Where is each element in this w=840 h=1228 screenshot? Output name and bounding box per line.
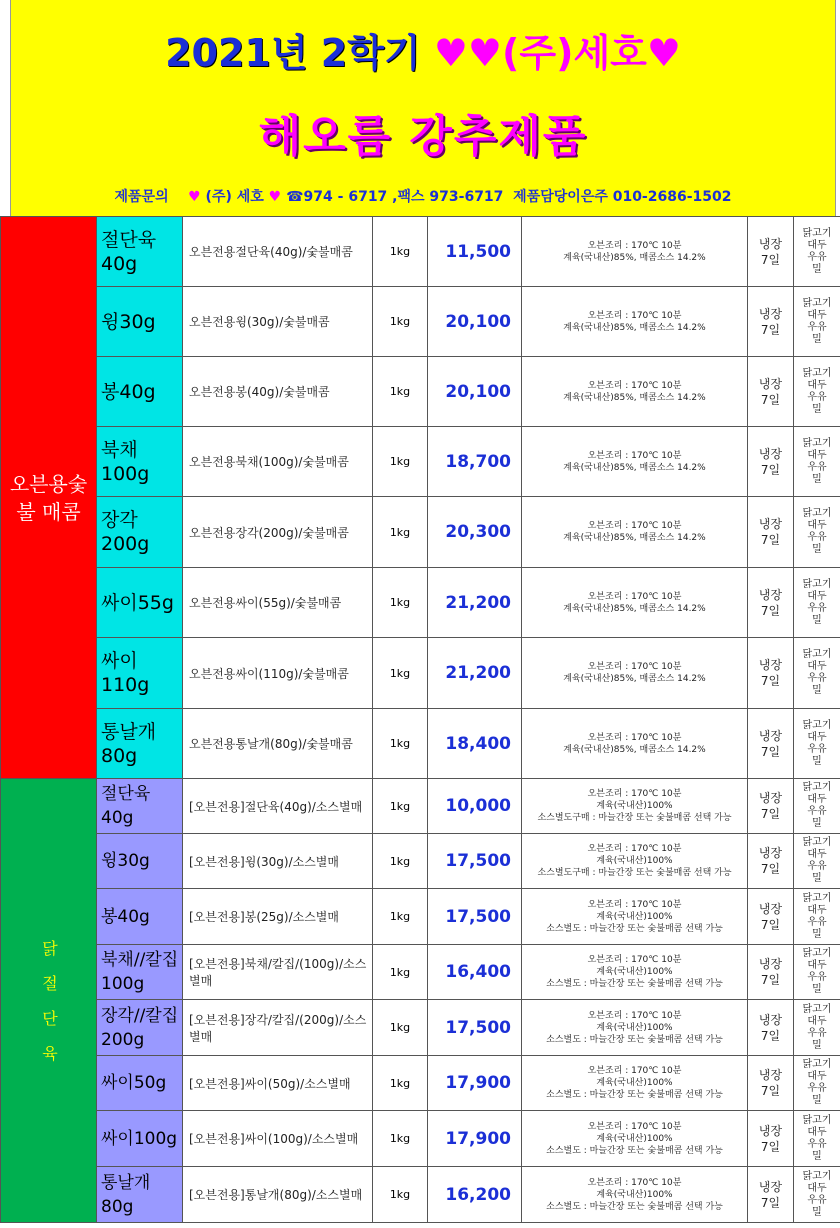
product-storage bbox=[748, 945, 794, 1000]
page-title bbox=[11, 22, 835, 77]
allergen-line: 닭고기 bbox=[802, 1170, 832, 1182]
product-allergens bbox=[794, 889, 840, 945]
note-line: 오븐조리 : 170℃ 10분 bbox=[587, 380, 682, 391]
note-line: 계육(국내산)85%, 매콤소스 14.2% bbox=[563, 322, 706, 333]
product-name: 절단육 40g bbox=[97, 779, 183, 834]
table-row bbox=[1, 357, 840, 427]
storage-line: 7일 bbox=[760, 807, 781, 821]
allergen-line: 밀 bbox=[812, 333, 822, 345]
note-line: 오븐조리 : 170℃ 10분 bbox=[587, 240, 682, 251]
storage-line: 냉장 bbox=[758, 1179, 783, 1194]
note-line: 계육(국내산)100% bbox=[596, 1133, 673, 1144]
product-price: 16,200 bbox=[428, 1167, 522, 1223]
table-row bbox=[1, 217, 840, 287]
storage-line: 7일 bbox=[760, 252, 781, 267]
storage-line: 냉장 bbox=[758, 901, 783, 916]
product-storage bbox=[748, 1056, 794, 1111]
table-row bbox=[1, 287, 840, 357]
product-allergens bbox=[794, 709, 840, 779]
product-weight: 1kg bbox=[373, 287, 428, 357]
product-desc: 오븐전용윙(30g)/숯불매콤 bbox=[183, 287, 373, 357]
product-note bbox=[522, 945, 748, 1000]
contact-fax: ,팩스 973-6717 bbox=[392, 189, 504, 205]
allergen-line: 밀 bbox=[812, 263, 822, 275]
allergen-line: 닭고기 bbox=[802, 837, 832, 848]
allergen-line: 대두 bbox=[807, 1071, 827, 1082]
product-allergens bbox=[794, 1167, 840, 1223]
header-banner bbox=[10, 0, 836, 216]
product-desc: 오븐전용절단육(40g)/숯불매콤 bbox=[183, 217, 373, 287]
allergen-line: 대두 bbox=[807, 904, 827, 916]
storage-line: 냉장 bbox=[758, 1012, 783, 1027]
allergen-line: 대두 bbox=[807, 379, 827, 391]
allergen-line: 밀 bbox=[812, 403, 822, 415]
allergen-line: 대두 bbox=[807, 849, 827, 860]
note-line: 계육(국내산)85%, 매콤소스 14.2% bbox=[563, 603, 706, 614]
allergen-line: 대두 bbox=[807, 1126, 827, 1138]
note-line: 오븐조리 : 170℃ 10분 bbox=[587, 1177, 682, 1188]
table-row bbox=[1, 889, 840, 945]
product-name: 장각//칼집 200g bbox=[97, 1000, 183, 1056]
allergen-line: 닭고기 bbox=[802, 367, 832, 379]
storage-line: 7일 bbox=[760, 603, 781, 618]
product-note bbox=[522, 1111, 748, 1167]
allergen-line: 닭고기 bbox=[802, 508, 832, 519]
product-storage bbox=[748, 568, 794, 638]
note-line: 계육(국내산)100% bbox=[596, 1078, 673, 1088]
allergen-line: 대두 bbox=[807, 960, 827, 971]
storage-line: 냉장 bbox=[758, 791, 783, 805]
product-desc: [오븐전용]윙(30g)/소스별매 bbox=[183, 834, 373, 889]
product-storage bbox=[748, 889, 794, 945]
product-allergens bbox=[794, 357, 840, 427]
storage-line: 냉장 bbox=[758, 517, 783, 531]
product-desc: 오븐전용싸이(55g)/숯불매콤 bbox=[183, 568, 373, 638]
product-allergens bbox=[794, 427, 840, 497]
product-allergens bbox=[794, 287, 840, 357]
product-desc: 오븐전용장각(200g)/숯불매콤 bbox=[183, 497, 373, 568]
storage-line: 냉장 bbox=[758, 236, 783, 251]
allergen-line: 우유 bbox=[807, 806, 827, 817]
product-desc: 오븐전용북채(100g)/숯불매콤 bbox=[183, 427, 373, 497]
storage-line: 7일 bbox=[760, 674, 781, 688]
product-note bbox=[522, 497, 748, 568]
product-note bbox=[522, 568, 748, 638]
product-price: 20,100 bbox=[428, 287, 522, 357]
allergen-line: 밀 bbox=[812, 1206, 822, 1218]
allergen-line: 닭고기 bbox=[802, 649, 832, 660]
allergen-line: 밀 bbox=[812, 873, 822, 884]
product-name: 북채100g bbox=[97, 427, 183, 497]
category-cell: 오븐용숯불 매콤 bbox=[1, 217, 97, 779]
table-row bbox=[1, 568, 840, 638]
storage-line: 7일 bbox=[760, 1139, 781, 1154]
product-name: 윙30g bbox=[97, 287, 183, 357]
note-line: 소스별도 : 마늘간장 또는 숯불매콤 선택 가능 bbox=[546, 979, 723, 989]
product-storage bbox=[748, 427, 794, 497]
allergen-line: 우유 bbox=[807, 602, 827, 614]
product-desc: [오븐전용]절단육(40g)/소스별매 bbox=[183, 779, 373, 834]
storage-line: 7일 bbox=[760, 322, 781, 337]
product-name: 윙30g bbox=[97, 834, 183, 889]
product-weight: 1kg bbox=[373, 779, 428, 834]
product-allergens bbox=[794, 217, 840, 287]
product-weight: 1kg bbox=[373, 834, 428, 889]
product-allergens bbox=[794, 1056, 840, 1111]
product-name: 통날개 80g bbox=[97, 1167, 183, 1223]
storage-line: 냉장 bbox=[758, 446, 783, 461]
product-note bbox=[522, 357, 748, 427]
product-allergens bbox=[794, 1000, 840, 1056]
note-line: 계육(국내산)100% bbox=[596, 967, 673, 977]
note-line: 오븐조리 : 170℃ 10분 bbox=[587, 789, 682, 799]
note-line: 소스별도구매 : 마늘간장 또는 숯불매콤 선택 가능 bbox=[537, 868, 732, 878]
storage-line: 7일 bbox=[760, 1028, 781, 1043]
storage-line: 냉장 bbox=[758, 306, 783, 321]
allergen-line: 밀 bbox=[812, 685, 822, 696]
contact-manager: 제품담당이은주 010-2686-1502 bbox=[513, 189, 732, 205]
storage-line: 7일 bbox=[760, 973, 781, 987]
note-line: 계육(국내산)85%, 매콤소스 14.2% bbox=[563, 252, 706, 263]
product-desc: 오븐전용통날개(80g)/숯불매콤 bbox=[183, 709, 373, 779]
product-desc: 오븐전용봉(40g)/숯불매콤 bbox=[183, 357, 373, 427]
product-name: 장각 200g bbox=[97, 497, 183, 568]
table-row bbox=[1, 638, 840, 709]
product-weight: 1kg bbox=[373, 1167, 428, 1223]
product-weight: 1kg bbox=[373, 945, 428, 1000]
product-price: 18,400 bbox=[428, 709, 522, 779]
allergen-line: 우유 bbox=[807, 972, 827, 983]
allergen-line: 닭고기 bbox=[802, 437, 832, 449]
product-allergens bbox=[794, 638, 840, 709]
product-storage bbox=[748, 834, 794, 889]
allergen-line: 밀 bbox=[812, 1039, 822, 1051]
title-heart-end: ♥ bbox=[646, 31, 681, 75]
product-table bbox=[0, 216, 840, 1223]
table-row bbox=[1, 945, 840, 1000]
table-row bbox=[1, 1111, 840, 1167]
allergen-line: 닭고기 bbox=[802, 1114, 832, 1126]
allergen-line: 우유 bbox=[807, 1027, 827, 1039]
product-price: 17,900 bbox=[428, 1056, 522, 1111]
allergen-line: 대두 bbox=[807, 239, 827, 251]
allergen-line: 우유 bbox=[807, 391, 827, 403]
title-year: 2021년 2학기 bbox=[165, 31, 421, 75]
storage-line: 7일 bbox=[760, 533, 781, 547]
note-line: 오븐조리 : 170℃ 10분 bbox=[587, 521, 682, 531]
note-line: 계육(국내산)85%, 매콤소스 14.2% bbox=[563, 744, 706, 755]
note-line: 계육(국내산)100% bbox=[596, 856, 673, 866]
product-storage bbox=[748, 357, 794, 427]
product-price: 17,500 bbox=[428, 834, 522, 889]
allergen-line: 닭고기 bbox=[802, 578, 832, 590]
product-price: 21,200 bbox=[428, 638, 522, 709]
note-line: 오븐조리 : 170℃ 10분 bbox=[587, 662, 682, 672]
product-desc: [오븐전용]봉(25g)/소스별매 bbox=[183, 889, 373, 945]
allergen-line: 우유 bbox=[807, 673, 827, 684]
allergen-line: 밀 bbox=[812, 473, 822, 485]
allergen-line: 우유 bbox=[807, 916, 827, 928]
allergen-line: 닭고기 bbox=[802, 719, 832, 731]
note-line: 계육(국내산)100% bbox=[596, 911, 673, 922]
product-name: 싸이110g bbox=[97, 638, 183, 709]
note-line: 계육(국내산)100% bbox=[596, 1022, 673, 1033]
product-name: 봉40g bbox=[97, 357, 183, 427]
storage-line: 냉장 bbox=[758, 587, 783, 602]
table-row bbox=[1, 1056, 840, 1111]
allergen-line: 우유 bbox=[807, 321, 827, 333]
product-storage bbox=[748, 1000, 794, 1056]
allergen-line: 우유 bbox=[807, 1194, 827, 1206]
product-note bbox=[522, 709, 748, 779]
note-line: 오븐조리 : 170℃ 10분 bbox=[587, 732, 682, 743]
note-line: 오븐조리 : 170℃ 10분 bbox=[587, 844, 682, 854]
product-allergens bbox=[794, 779, 840, 834]
note-line: 오븐조리 : 170℃ 10분 bbox=[587, 591, 682, 602]
allergen-line: 닭고기 bbox=[802, 227, 832, 239]
heart-icon: ♥ bbox=[188, 189, 201, 205]
title-hearts: ♥♥ bbox=[433, 31, 502, 75]
storage-line: 7일 bbox=[760, 862, 781, 876]
allergen-line: 밀 bbox=[812, 818, 822, 829]
product-weight: 1kg bbox=[373, 709, 428, 779]
title-company: (주)세호 bbox=[502, 31, 647, 75]
allergen-line: 우유 bbox=[807, 1138, 827, 1150]
product-storage bbox=[748, 1167, 794, 1223]
note-line: 계육(국내산)85%, 매콤소스 14.2% bbox=[563, 462, 706, 473]
product-note bbox=[522, 834, 748, 889]
product-name: 봉40g bbox=[97, 889, 183, 945]
product-desc: [오븐전용]북채/칼집/(100g)/소스별매 bbox=[183, 945, 373, 1000]
product-weight: 1kg bbox=[373, 638, 428, 709]
table-row bbox=[1, 779, 840, 834]
product-storage bbox=[748, 709, 794, 779]
product-storage bbox=[748, 638, 794, 709]
allergen-line: 우유 bbox=[807, 861, 827, 872]
storage-line: 냉장 bbox=[758, 1123, 783, 1138]
storage-line: 7일 bbox=[760, 392, 781, 407]
allergen-line: 닭고기 bbox=[802, 1003, 832, 1015]
product-weight: 1kg bbox=[373, 357, 428, 427]
product-price: 17,500 bbox=[428, 1000, 522, 1056]
allergen-line: 대두 bbox=[807, 1015, 827, 1027]
allergen-line: 밀 bbox=[812, 1150, 822, 1162]
product-price: 20,300 bbox=[428, 497, 522, 568]
product-note bbox=[522, 217, 748, 287]
allergen-line: 닭고기 bbox=[802, 892, 832, 904]
note-line: 소스별도구매 : 마늘간장 또는 숯불매콤 선택 가능 bbox=[537, 813, 732, 823]
allergen-line: 대두 bbox=[807, 590, 827, 602]
contact-company: (주) 세호 bbox=[205, 189, 264, 205]
product-name: 통날개 80g bbox=[97, 709, 183, 779]
note-line: 소스별도 : 마늘간장 또는 숯불매콤 선택 가능 bbox=[546, 1145, 723, 1156]
product-desc: [오븐전용]싸이(50g)/소스별매 bbox=[183, 1056, 373, 1111]
storage-line: 냉장 bbox=[758, 728, 783, 743]
contact-label: 제품문의 bbox=[114, 189, 169, 205]
product-name: 북채//칼집 100g bbox=[97, 945, 183, 1000]
note-line: 소스별도 : 마늘간장 또는 숯불매콤 선택 가능 bbox=[546, 1090, 723, 1100]
product-note bbox=[522, 1056, 748, 1111]
allergen-line: 닭고기 bbox=[802, 297, 832, 309]
allergen-line: 밀 bbox=[812, 928, 822, 940]
product-desc: [오븐전용]통날개(80g)/소스별매 bbox=[183, 1167, 373, 1223]
product-name: 싸이100g bbox=[97, 1111, 183, 1167]
table-row bbox=[1, 497, 840, 568]
allergen-line: 대두 bbox=[807, 661, 827, 672]
product-allergens bbox=[794, 834, 840, 889]
allergen-line: 우유 bbox=[807, 251, 827, 263]
product-allergens bbox=[794, 497, 840, 568]
product-note bbox=[522, 889, 748, 945]
allergen-line: 우유 bbox=[807, 532, 827, 543]
storage-line: 냉장 bbox=[758, 846, 783, 860]
category-cell: 닭 절 단 육 bbox=[1, 779, 97, 1223]
product-allergens bbox=[794, 1111, 840, 1167]
product-allergens bbox=[794, 568, 840, 638]
note-line: 소스별도 : 마늘간장 또는 숯불매콤 선택 가능 bbox=[546, 1201, 723, 1212]
note-line: 계육(국내산)100% bbox=[596, 1189, 673, 1200]
allergen-line: 밀 bbox=[812, 1095, 822, 1106]
note-line: 계육(국내산)85%, 매콤소스 14.2% bbox=[563, 392, 706, 403]
allergen-line: 대두 bbox=[807, 449, 827, 461]
product-weight: 1kg bbox=[373, 889, 428, 945]
note-line: 계육(국내산)100% bbox=[596, 801, 673, 811]
note-line: 오븐조리 : 170℃ 10분 bbox=[587, 310, 682, 321]
product-storage bbox=[748, 217, 794, 287]
product-storage bbox=[748, 1111, 794, 1167]
allergen-line: 닭고기 bbox=[802, 1059, 832, 1070]
allergen-line: 밀 bbox=[812, 544, 822, 555]
storage-line: 7일 bbox=[760, 744, 781, 759]
table-row bbox=[1, 709, 840, 779]
product-price: 17,500 bbox=[428, 889, 522, 945]
product-weight: 1kg bbox=[373, 1056, 428, 1111]
allergen-line: 우유 bbox=[807, 461, 827, 473]
table-row bbox=[1, 1167, 840, 1223]
product-price: 11,500 bbox=[428, 217, 522, 287]
allergen-line: 닭고기 bbox=[802, 948, 832, 959]
product-desc: 오븐전용싸이(110g)/숯불매콤 bbox=[183, 638, 373, 709]
product-weight: 1kg bbox=[373, 1000, 428, 1056]
allergen-line: 밀 bbox=[812, 614, 822, 626]
product-storage bbox=[748, 779, 794, 834]
table-row bbox=[1, 427, 840, 497]
product-note bbox=[522, 1000, 748, 1056]
allergen-line: 대두 bbox=[807, 309, 827, 321]
storage-line: 냉장 bbox=[758, 1068, 783, 1082]
contact-line bbox=[11, 186, 835, 206]
allergen-line: 우유 bbox=[807, 743, 827, 755]
note-line: 오븐조리 : 170℃ 10분 bbox=[587, 1066, 682, 1076]
product-note bbox=[522, 427, 748, 497]
product-note bbox=[522, 1167, 748, 1223]
allergen-line: 대두 bbox=[807, 794, 827, 805]
storage-line: 7일 bbox=[760, 917, 781, 932]
product-desc: [오븐전용]장각/칼집/(200g)/소스별매 bbox=[183, 1000, 373, 1056]
note-line: 오븐조리 : 170℃ 10분 bbox=[587, 899, 682, 910]
product-note bbox=[522, 287, 748, 357]
note-line: 오븐조리 : 170℃ 10분 bbox=[587, 1121, 682, 1132]
contact-phone: ☎974 - 6717 bbox=[286, 189, 388, 205]
product-note bbox=[522, 638, 748, 709]
product-note bbox=[522, 779, 748, 834]
heart-icon: ♥ bbox=[268, 189, 282, 205]
product-price: 10,000 bbox=[428, 779, 522, 834]
allergen-line: 대두 bbox=[807, 1182, 827, 1194]
product-name: 싸이50g bbox=[97, 1056, 183, 1111]
product-price: 17,900 bbox=[428, 1111, 522, 1167]
table-row bbox=[1, 834, 840, 889]
note-line: 오븐조리 : 170℃ 10분 bbox=[587, 450, 682, 461]
product-price: 16,400 bbox=[428, 945, 522, 1000]
allergen-line: 닭고기 bbox=[802, 782, 832, 793]
storage-line: 냉장 bbox=[758, 957, 783, 971]
product-weight: 1kg bbox=[373, 1111, 428, 1167]
product-weight: 1kg bbox=[373, 217, 428, 287]
product-storage bbox=[748, 497, 794, 568]
product-price: 21,200 bbox=[428, 568, 522, 638]
allergen-line: 밀 bbox=[812, 755, 822, 767]
product-weight: 1kg bbox=[373, 568, 428, 638]
note-line: 계육(국내산)85%, 매콤소스 14.2% bbox=[563, 674, 706, 684]
storage-line: 7일 bbox=[760, 462, 781, 477]
product-price: 18,700 bbox=[428, 427, 522, 497]
product-weight: 1kg bbox=[373, 427, 428, 497]
product-weight: 1kg bbox=[373, 497, 428, 568]
note-line: 소스별도 : 마늘간장 또는 숯불매콤 선택 가능 bbox=[546, 923, 723, 934]
storage-line: 7일 bbox=[760, 1084, 781, 1098]
allergen-line: 대두 bbox=[807, 731, 827, 743]
product-name: 절단육 40g bbox=[97, 217, 183, 287]
product-allergens bbox=[794, 945, 840, 1000]
storage-line: 7일 bbox=[760, 1195, 781, 1210]
note-line: 계육(국내산)85%, 매콤소스 14.2% bbox=[563, 533, 706, 543]
product-name: 싸이55g bbox=[97, 568, 183, 638]
page-subtitle: 해오름 강추제품 bbox=[258, 111, 588, 162]
note-line: 오븐조리 : 170℃ 10분 bbox=[587, 1010, 682, 1021]
allergen-line: 대두 bbox=[807, 520, 827, 531]
product-desc: [오븐전용]싸이(100g)/소스별매 bbox=[183, 1111, 373, 1167]
allergen-line: 우유 bbox=[807, 1083, 827, 1094]
note-line: 오븐조리 : 170℃ 10분 bbox=[587, 955, 682, 965]
allergen-line: 밀 bbox=[812, 984, 822, 995]
note-line: 소스별도 : 마늘간장 또는 숯불매콤 선택 가능 bbox=[546, 1034, 723, 1045]
storage-line: 냉장 bbox=[758, 376, 783, 391]
product-price: 20,100 bbox=[428, 357, 522, 427]
storage-line: 냉장 bbox=[758, 658, 783, 672]
product-storage bbox=[748, 287, 794, 357]
table-row bbox=[1, 1000, 840, 1056]
